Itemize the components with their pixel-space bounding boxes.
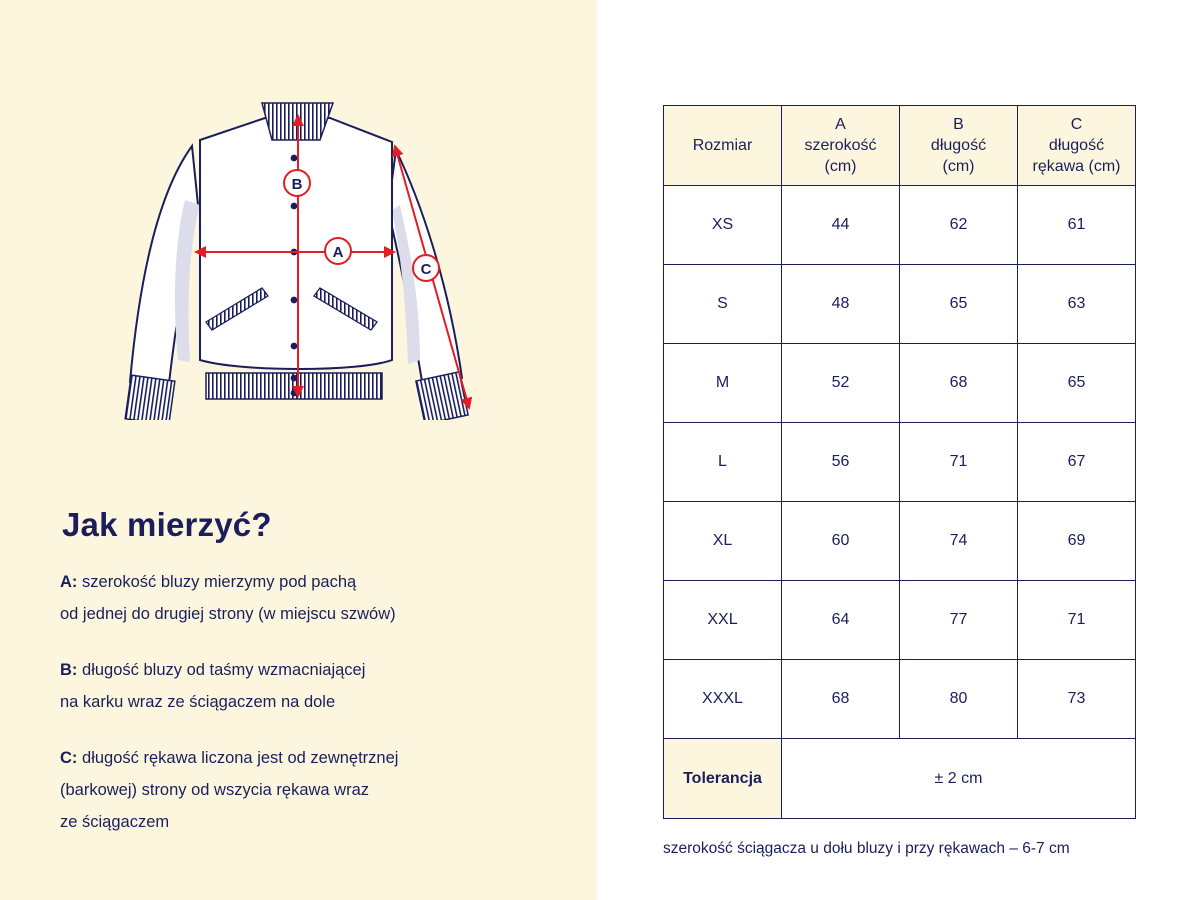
note-text: ze ściągaczem <box>60 813 170 831</box>
cell-a: 48 <box>782 265 900 344</box>
note-text: długość bluzy od taśmy wzmacniającej <box>82 661 366 679</box>
marker-c-label: C <box>420 261 432 278</box>
table-header-row <box>664 106 1136 186</box>
cell-size: S <box>664 265 782 344</box>
header-a <box>782 106 900 186</box>
header-a-letter: A <box>835 116 846 133</box>
tolerance-row <box>664 739 1136 819</box>
cell-c: 69 <box>1018 502 1136 581</box>
table-row <box>664 423 1136 502</box>
header-b-unit: (cm) <box>942 158 975 175</box>
note-c-line <box>60 742 580 774</box>
marker-a-label: A <box>332 244 344 261</box>
table-row <box>664 186 1136 265</box>
note-key: A: <box>60 573 78 591</box>
cell-b: 80 <box>900 660 1018 739</box>
cell-a: 56 <box>782 423 900 502</box>
cell-size: XXXL <box>664 660 782 739</box>
cell-size: XL <box>664 502 782 581</box>
measurement-notes <box>60 566 580 862</box>
header-b-name: długość <box>930 137 987 154</box>
header-a-name: szerokość <box>804 137 877 154</box>
tolerance-value: ± 2 cm <box>782 739 1136 819</box>
note-text: od jednej do drugiej strony (w miejscu szwów) <box>60 605 396 623</box>
tolerance-label: Tolerancja <box>664 739 782 819</box>
cell-a: 52 <box>782 344 900 423</box>
header-c-unit: rękawa (cm) <box>1032 158 1121 175</box>
note-c <box>60 742 580 838</box>
cell-b: 68 <box>900 344 1018 423</box>
table-row <box>664 660 1136 739</box>
header-c-letter: C <box>1070 116 1083 133</box>
header-b <box>900 106 1018 186</box>
note-b <box>60 654 580 718</box>
footnote: szerokość ściągacza u dołu bluzy i przy rękawach – 6-7 cm <box>663 840 1070 857</box>
cell-size: XXL <box>664 581 782 660</box>
table-row <box>664 265 1136 344</box>
note-text: długość rękawa liczona jest od zewnętrznej <box>82 749 399 767</box>
note-text: (barkowej) strony od wszycia rękawa wraz <box>60 781 370 799</box>
header-size: Rozmiar <box>664 106 782 186</box>
table-row <box>664 502 1136 581</box>
cell-a: 44 <box>782 186 900 265</box>
note-b-line <box>60 654 580 686</box>
note-text: szerokość bluzy mierzymy pod pachą <box>82 573 357 591</box>
cell-b: 62 <box>900 186 1018 265</box>
page-title: Jak mierzyć? <box>62 506 272 543</box>
cell-c: 65 <box>1018 344 1136 423</box>
header-b-letter: B <box>953 116 964 133</box>
note-text: na karku wraz ze ściągaczem na dole <box>60 693 336 711</box>
cell-a: 64 <box>782 581 900 660</box>
size-table <box>663 105 1136 819</box>
jacket-diagram <box>110 90 490 420</box>
cell-b: 71 <box>900 423 1018 502</box>
cell-b: 77 <box>900 581 1018 660</box>
table-row <box>664 581 1136 660</box>
table-row <box>664 344 1136 423</box>
cell-c: 73 <box>1018 660 1136 739</box>
cell-b: 65 <box>900 265 1018 344</box>
note-key: B: <box>60 661 78 679</box>
left-panel <box>0 0 597 900</box>
marker-b-label: B <box>291 176 303 193</box>
header-a-unit: (cm) <box>824 158 857 175</box>
cell-a: 68 <box>782 660 900 739</box>
cell-c: 71 <box>1018 581 1136 660</box>
cell-c: 63 <box>1018 265 1136 344</box>
cell-c: 61 <box>1018 186 1136 265</box>
cell-c: 67 <box>1018 423 1136 502</box>
cell-a: 60 <box>782 502 900 581</box>
note-a <box>60 566 580 630</box>
cell-size: M <box>664 344 782 423</box>
note-key: C: <box>60 749 78 767</box>
header-c <box>1018 106 1136 186</box>
header-c-name: długość <box>1048 137 1105 154</box>
cell-size: XS <box>664 186 782 265</box>
cell-size: L <box>664 423 782 502</box>
cell-b: 74 <box>900 502 1018 581</box>
note-a-line <box>60 566 580 598</box>
left-cuff <box>125 375 175 420</box>
